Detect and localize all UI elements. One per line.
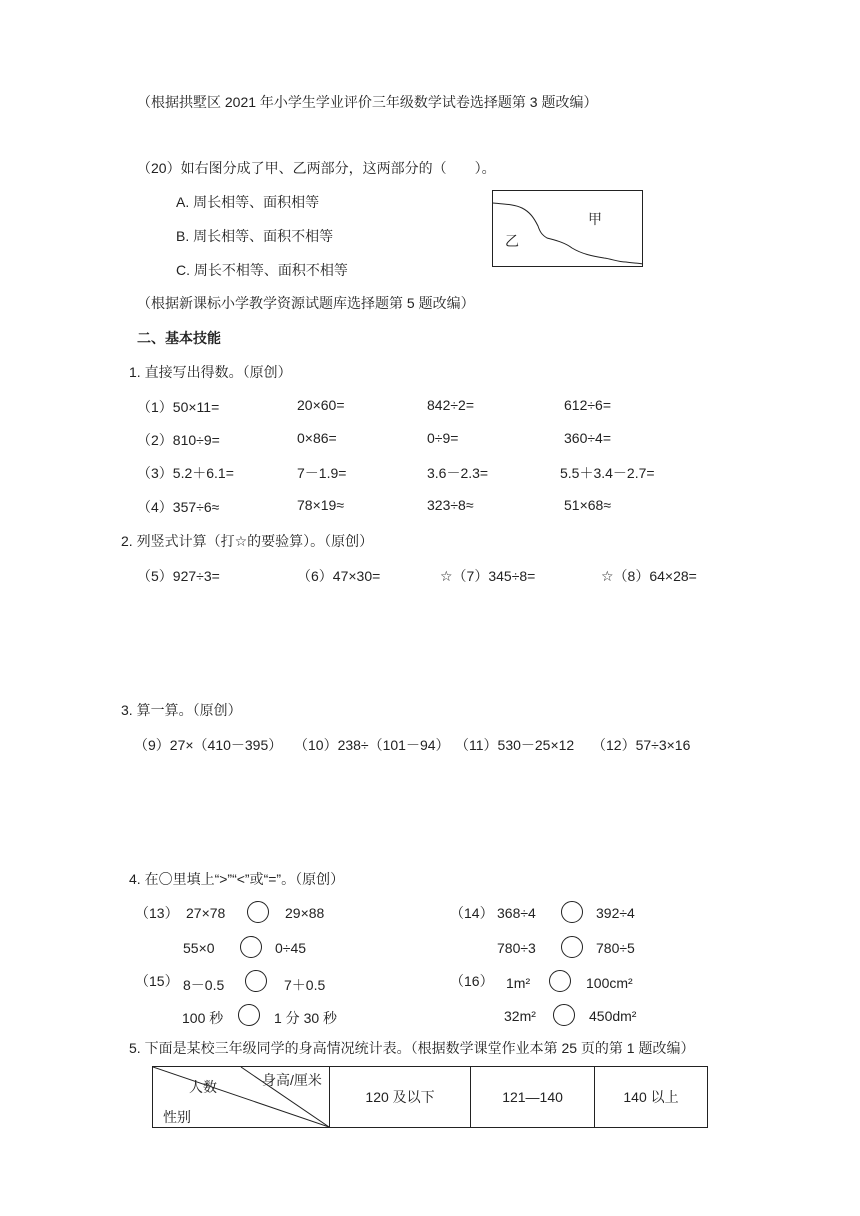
q20-option-c: C. 周长不相等、面积不相等 [176, 262, 348, 278]
part3-title: 3. 算一算。（原创） [121, 702, 242, 718]
table-row [153, 1067, 708, 1128]
part5-title: 5. 下面是某校三年级同学的身高情况统计表。（根据数学课堂作业本第 25 页的第 1 题改编） [129, 1040, 695, 1056]
part1-cell: 323÷8≈ [427, 497, 474, 513]
compare-right: 7＋0.5 [284, 977, 326, 993]
group-label-13: （13） [135, 905, 179, 921]
part1-cell: 5.5＋3.4－2.7= [560, 465, 655, 481]
group-label-15: （15） [135, 973, 179, 989]
part1-cell: （2）810÷9= [137, 432, 220, 448]
part3-item: （12）57÷3×16 [592, 737, 691, 753]
table-header-diagonal-cell [153, 1067, 330, 1128]
compare-left: 32m² [504, 1008, 536, 1024]
compare-circle[interactable] [247, 901, 269, 923]
q20-option-b: B. 周长相等、面积不相等 [176, 228, 334, 244]
compare-right: 1 分 30 秒 [274, 1010, 338, 1026]
source-note-1: （根据拱墅区 2021 年小学生学业评价三年级数学试卷选择题第 3 题改编） [137, 94, 598, 110]
part2-title: 2. 列竖式计算（打☆的要验算）。（原创） [121, 533, 374, 549]
figure-border [493, 191, 643, 267]
part1-cell: 0×86= [297, 430, 337, 446]
part4-title: 4. 在〇里填上“>”“<”或“=”。（原创） [129, 871, 345, 887]
part1-cell: （3）5.2＋6.1= [137, 465, 234, 481]
compare-right: 392÷4 [596, 905, 635, 921]
part1-cell: 0÷9= [427, 430, 459, 446]
compare-right: 780÷5 [596, 940, 635, 956]
section-title: 二、基本技能 [137, 330, 221, 346]
part1-title: 1. 直接写出得数。（原创） [129, 364, 292, 380]
compare-right: 29×88 [285, 905, 325, 921]
part1-cell: 360÷4= [564, 430, 612, 446]
part3-item: （9）27×（410－395） [134, 737, 283, 753]
part3-item: （10）238÷（101－94） [294, 737, 450, 753]
compare-circle[interactable] [240, 936, 262, 958]
group-label-16: （16） [450, 973, 494, 989]
figure-label-jia: 甲 [588, 211, 602, 227]
compare-circle[interactable] [561, 936, 583, 958]
part1-cell: （4）357÷6≈ [137, 499, 220, 515]
part1-cell: 842÷2= [427, 397, 475, 413]
header-gender-label: 性别 [163, 1109, 191, 1125]
compare-right: 100cm² [586, 975, 633, 991]
part1-cell: 78×19≈ [297, 497, 345, 513]
part1-cell: （1）50×11= [137, 399, 220, 415]
compare-circle[interactable] [561, 901, 583, 923]
compare-left: 1m² [506, 975, 531, 991]
part1-cell: 20×60= [297, 397, 345, 413]
header-height-label: 身高/厘米 [262, 1072, 322, 1088]
part1-cell: 3.6－2.3= [427, 465, 489, 481]
height-stats-table [152, 1066, 708, 1128]
part3-item: （11）530－25×12 [455, 737, 575, 753]
compare-right: 450dm² [589, 1008, 637, 1024]
compare-circle[interactable] [245, 970, 267, 992]
table-header-cell: 120 及以下 [330, 1067, 471, 1128]
compare-left: 100 秒 [182, 1010, 224, 1026]
table-header-cell: 140 以上 [595, 1067, 708, 1128]
table-header-cell: 121—140 [471, 1067, 595, 1128]
q20-figure [492, 190, 644, 268]
part1-cell: 51×68≈ [564, 497, 612, 513]
compare-left: 368÷4 [497, 905, 536, 921]
figure-label-yi: 乙 [505, 233, 519, 249]
compare-circle[interactable] [549, 970, 571, 992]
part2-item: （6）47×30= [297, 568, 381, 584]
compare-left: 8－0.5 [183, 977, 225, 993]
group-label-14: （14） [450, 905, 494, 921]
part2-item: （5）927÷3= [137, 568, 220, 584]
part1-cell: 612÷6= [564, 397, 612, 413]
header-count-label: 人数 [189, 1079, 217, 1095]
q20-stem: （20）如右图分成了甲、乙两部分，这两部分的（ ）。 [137, 160, 496, 176]
compare-left: 27×78 [186, 905, 226, 921]
source-note-2: （根据新课标小学教学资源试题库选择题第 5 题改编） [137, 295, 475, 311]
part1-cell: 7－1.9= [297, 465, 347, 481]
compare-circle[interactable] [238, 1004, 260, 1026]
compare-right: 0÷45 [275, 940, 307, 956]
q20-option-a: A. 周长相等、面积相等 [176, 194, 320, 210]
compare-circle[interactable] [553, 1004, 575, 1026]
compare-left: 55×0 [183, 940, 215, 956]
part2-item: ☆（8）64×28= [601, 568, 697, 584]
part2-item: ☆（7）345÷8= [440, 568, 536, 584]
compare-left: 780÷3 [497, 940, 536, 956]
